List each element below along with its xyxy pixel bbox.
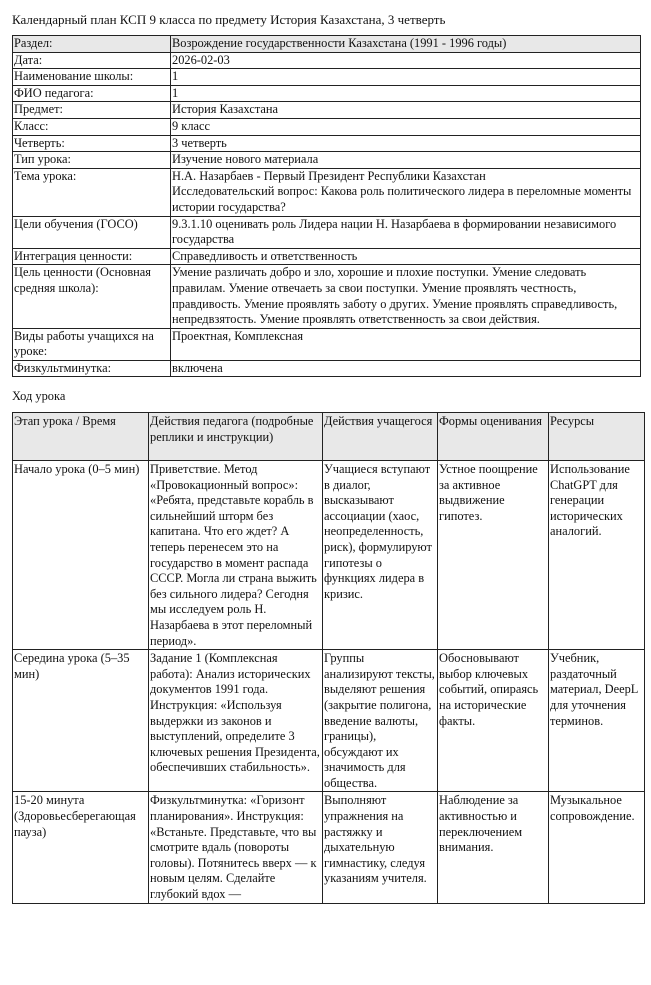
- info-label: Предмет:: [13, 102, 171, 119]
- header-resources: Ресурсы: [549, 413, 645, 461]
- info-row: [13, 168, 641, 216]
- assessment-cell: Наблюдение за активностью и переключением внимания.: [438, 792, 549, 903]
- info-value: 1: [171, 69, 641, 86]
- info-value: Умение различать добро и зло, хорошие и плохие поступки. Умение следовать правилам. Умение отвечаеть за свои поступки. Умение проявлять честность, правдивость. Умение проявлять заботу о других. Умение проявлять справедливость, непредвзятость. Умение проявлять ответственность за свои действия.: [171, 265, 641, 328]
- stage-cell: 15-20 минута (Здоровьесберегающая пауза): [13, 792, 149, 903]
- info-label: Тип урока:: [13, 152, 171, 169]
- info-row: [13, 360, 641, 377]
- info-label: Раздел:: [13, 36, 171, 53]
- assessment-cell: Обосновывают выбор ключевых событий, опираясь на исторические факты.: [438, 650, 549, 792]
- info-row: [13, 102, 641, 119]
- header-student: Действия учащегося: [323, 413, 438, 461]
- info-value: 9.3.1.10 оценивать роль Лидера нации Н. Назарбаева в формировании независимого государства: [171, 216, 641, 248]
- info-row: [13, 135, 641, 152]
- info-row: [13, 328, 641, 360]
- info-value: Н.А. Назарбаев - Первый Президент Республики Казахстан Исследовательский вопрос: Какова роль политического лидера в переломные моменты истории государства?: [171, 168, 641, 216]
- info-row: [13, 118, 641, 135]
- info-row: [13, 248, 641, 265]
- info-label: Цели обучения (ГОСО): [13, 216, 171, 248]
- info-value: Возрождение государственности Казахстана (1991 - 1996 годы): [171, 36, 641, 53]
- assessment-cell: Устное поощрение за активное выдвижение гипотез.: [438, 461, 549, 650]
- table-row: [13, 461, 645, 650]
- info-value: Изучение нового материала: [171, 152, 641, 169]
- info-label: Виды работы учащихся на уроке:: [13, 328, 171, 360]
- info-label: Дата:: [13, 52, 171, 69]
- info-label: Тема урока:: [13, 168, 171, 216]
- info-row: [13, 52, 641, 69]
- info-label: Класс:: [13, 118, 171, 135]
- info-value: Проектная, Комплексная: [171, 328, 641, 360]
- info-label: Интеграция ценности:: [13, 248, 171, 265]
- table-header-row: [13, 413, 645, 461]
- lesson-info-table: [12, 35, 641, 377]
- info-label: Физкультминутка:: [13, 360, 171, 377]
- info-value: История Казахстана: [171, 102, 641, 119]
- header-assessment: Формы оценивания: [438, 413, 549, 461]
- student-cell: Выполняют упражнения на растяжку и дыхательную гимнастику, следуя указаниям учителя.: [323, 792, 438, 903]
- resources-cell: Музыкальное сопровождение.: [549, 792, 645, 903]
- info-label: ФИО педагога:: [13, 85, 171, 102]
- resources-cell: Учебник, раздаточный материал, DeepL для уточнения терминов.: [549, 650, 645, 792]
- lesson-flow-heading: Ход урока: [12, 389, 66, 403]
- info-value: 1: [171, 85, 641, 102]
- table-row: [13, 650, 645, 792]
- info-value: 2026-02-03: [171, 52, 641, 69]
- info-value: 9 класс: [171, 118, 641, 135]
- info-row: [13, 36, 641, 53]
- header-teacher: Действия педагога (подробные реплики и инструкции): [149, 413, 323, 461]
- teacher-cell: Физкультминутка: «Горизонт планирования». Инструкция: «Встаньте. Представьте, что вы смотрите вдаль (повороты головы). Потянитесь вверх — к новым целям. Сделайте глубокий вдох —: [149, 792, 323, 903]
- teacher-cell: Задание 1 (Комплексная работа): Анализ исторических документов 1991 года. Инструкция: «Используя выдержки из законов и выступлений, определите 3 ключевых решения Президента, обеспечивших стабильность».: [149, 650, 323, 792]
- stage-cell: Середина урока (5–35 мин): [13, 650, 149, 792]
- info-row: [13, 69, 641, 86]
- student-cell: Группы анализируют тексты, выделяют решения (закрытие полигона, введение валюты, границы), обсуждают их значимость для общества.: [323, 650, 438, 792]
- info-row: [13, 216, 641, 248]
- info-value: включена: [171, 360, 641, 377]
- info-label: Четверть:: [13, 135, 171, 152]
- info-row: [13, 85, 641, 102]
- stage-cell: Начало урока (0–5 мин): [13, 461, 149, 650]
- info-label: Цель ценности (Основная средняя школа):: [13, 265, 171, 328]
- student-cell: Учащиеся вступают в диалог, высказывают ассоциации (хаос, неопределенность, риск), формулируют гипотезы о функциях лидера в кризис.: [323, 461, 438, 650]
- info-label: Наименование школы:: [13, 69, 171, 86]
- info-value: Справедливость и ответственность: [171, 248, 641, 265]
- info-row: [13, 265, 641, 328]
- teacher-cell: Приветствие. Метод «Провокационный вопрос»: «Ребята, представьте корабль в сильнейший шторм без капитана. Что его ждет? А теперь перенесем это на государство в момент распада СССР. Могла ли страна выжить без сильного лидера? Сегодня мы исследуем роль Н. Назарбаева в этот переломный период».: [149, 461, 323, 650]
- table-row: [13, 792, 645, 903]
- header-stage: Этап урока / Время: [13, 413, 149, 461]
- document-title: Календарный план КСП 9 класса по предмету История Казахстана, 3 четверть: [12, 12, 446, 27]
- info-value: 3 четверть: [171, 135, 641, 152]
- info-row: [13, 152, 641, 169]
- resources-cell: Использование ChatGPT для генерации исторических аналогий.: [549, 461, 645, 650]
- lesson-flow-table: [12, 412, 645, 904]
